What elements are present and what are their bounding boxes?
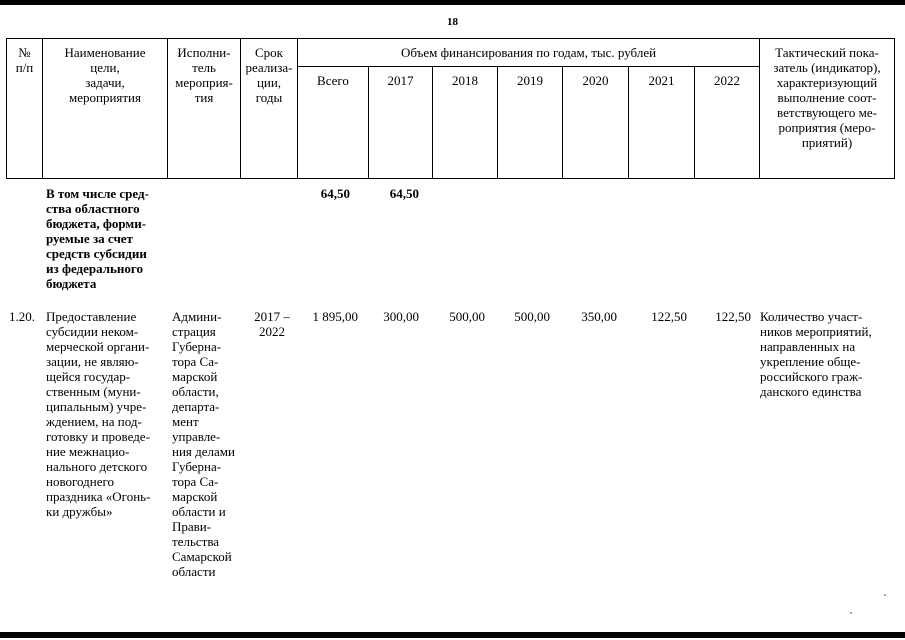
scan-speck — [884, 594, 886, 596]
row-term: 2017 – 2022 — [254, 309, 290, 339]
row-name: Предоставление субсидии неком- мерческой органи- зации, не являю- щейся государ- ственным (муни- ципальным) учре- ждением, на под- готовку и проведе- ние межнацио- нального детского новогоднего праздника «Огонь- ки дружбы» — [46, 309, 151, 519]
bottom-border — [0, 632, 905, 638]
header-financing-title: Объем финансирования по годам, тыс. рублей — [400, 45, 657, 60]
row-executor: Админи- страция Губерна- тора Са- марской области, департа- мент управле- ния делами Губерна- тора Са- марской области и Прави- тельства Самарской области — [172, 309, 235, 579]
header-year: 2020 — [582, 73, 609, 88]
row-total: 1 895,00 — [312, 309, 358, 324]
header-top-line — [6, 38, 894, 39]
row-year-2017: 64,50 — [389, 186, 419, 201]
row-year-2019: 500,00 — [514, 309, 550, 324]
row-year-2020: 350,00 — [581, 309, 617, 324]
row-year-2018: 500,00 — [449, 309, 485, 324]
financing-subheader-line — [297, 66, 759, 67]
header-indicator: Тактический пока- затель (индикатор), характеризующий выполнение соот- ветствующего ме- роприятия (меро- приятий) — [773, 45, 881, 150]
row-name: В том числе сред- ства областного бюджета, форми- руемые за счет средств субсидии из федерального бюджета — [46, 186, 149, 291]
page-number: 18 — [447, 16, 458, 28]
row-year-2017: 300,00 — [383, 309, 419, 324]
row-total: 64,50 — [320, 186, 350, 201]
header-year: 2017 — [387, 73, 414, 88]
header-num: № п/п — [15, 45, 34, 75]
header-year: 2019 — [517, 73, 543, 88]
top-border — [0, 0, 905, 5]
row-year-2021: 122,50 — [651, 309, 687, 324]
header-name: Наименование цели, задачи, мероприятия — [64, 45, 146, 105]
header-executor: Исполни- тель мероприя- тия — [175, 45, 233, 105]
header-year: 2021 — [648, 73, 675, 88]
header-term: Срок реализа- ции, годы — [245, 45, 293, 105]
header-total: Всего — [317, 73, 349, 88]
row-indicator: Количество участ- ников мероприятий, направленных на укрепление обще- российского граж- данского единства — [760, 309, 872, 399]
header-year: 2022 — [714, 73, 740, 88]
row-num: 1.20. — [9, 309, 35, 324]
row-year-2022: 122,50 — [715, 309, 751, 324]
scan-speck — [850, 612, 852, 614]
header-bottom-line — [6, 178, 894, 179]
header-year: 2018 — [452, 73, 478, 88]
col-divider — [894, 38, 895, 179]
